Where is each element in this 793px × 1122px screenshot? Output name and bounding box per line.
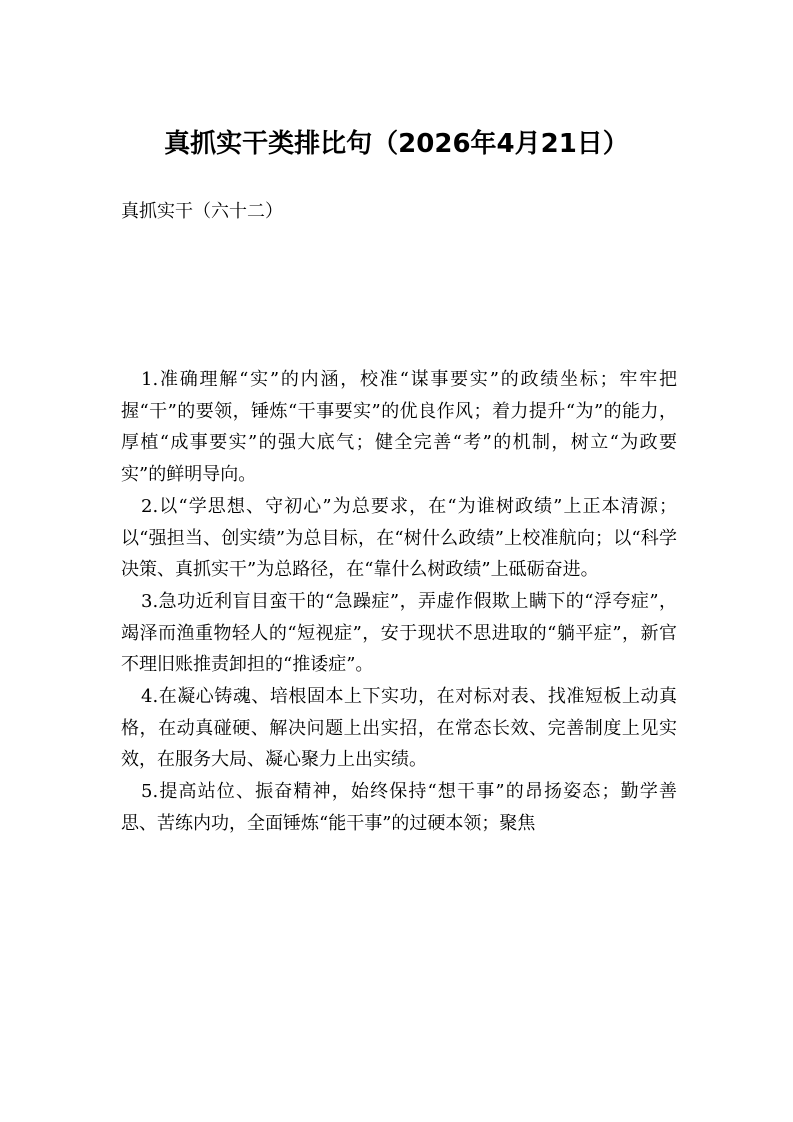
paragraph-4: 4.在凝心铸魂、培根固本上下实功，在对标对表、找准短板上动真格，在动真碰硬、解决问题上出实招，在常态长效、完善制度上见实效，在服务大局、凝心聚力上出实绩。 (121, 686, 677, 771)
paragraph-1: 1.准确理解“实”的内涵，校准“谋事要实”的政绩坐标；牢牢把握“干”的要领，锤炼“干事要实”的优良作风；着力提升“为”的能力，厚植“成事要实”的强大底气；健全完善“考”的机制，树立“为政要实”的鲜明导向。 (121, 369, 677, 486)
document-body (121, 364, 677, 840)
paragraph-2: 2.以“学思想、守初心”为总要求，在“为谁树政绩”上正本清源；以“强担当、创实绩”为总目标，在“树什么政绩”上校准航向；以“科学决策、真抓实干”为总路径，在“靠什么树政绩”上砥砺奋进。 (121, 495, 677, 581)
paragraph-3: 3.急功近利盲目蛮干的“急躁症”，弄虚作假欺上瞒下的“浮夸症”，竭泽而渔重物轻人的“短视症”，安于现状不思进取的“躺平症”，新官不理旧账推责卸担的“推诿症”。 (121, 590, 677, 676)
paragraph-5: 5.提高站位、振奋精神，始终保持“想干事”的昂扬姿态；勤学善思、苦练内功，全面锤炼“能干事”的过硬本领；聚焦 (121, 781, 677, 834)
document-subtitle: 真抓实干（六十二） (121, 201, 283, 222)
document-title: 真抓实干类排比句（2026年4月21日） (164, 129, 629, 159)
